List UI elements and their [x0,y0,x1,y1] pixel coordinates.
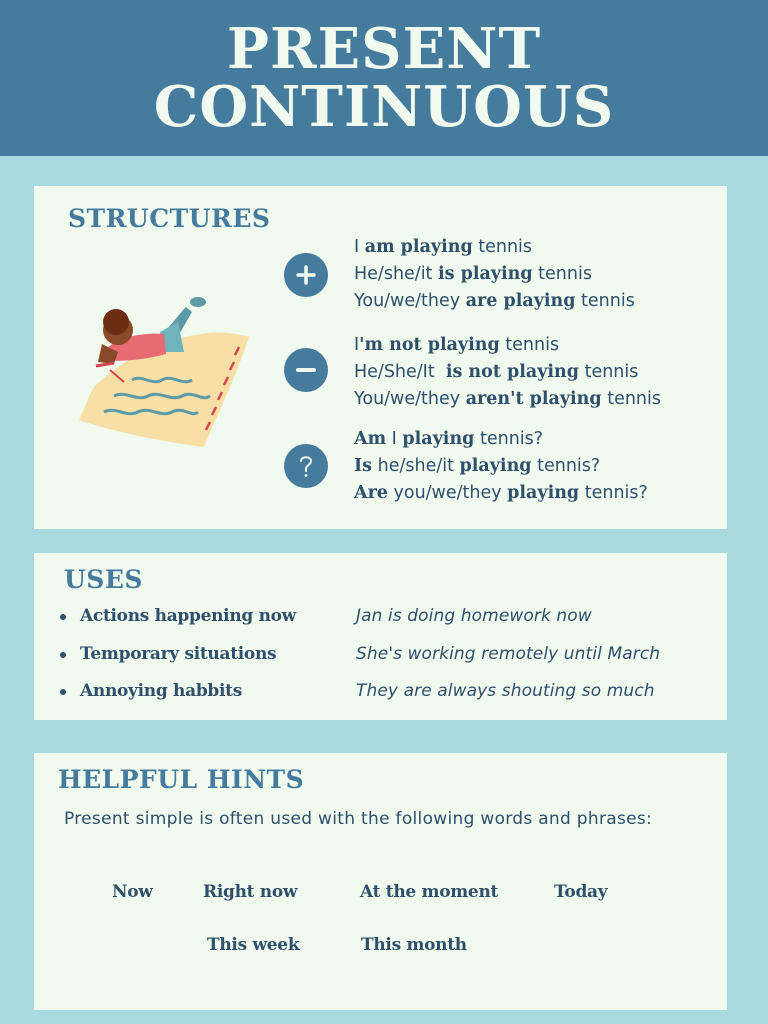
bullet [60,614,66,620]
hint-word: This month [361,935,467,955]
minus-icon [284,348,328,392]
plus-icon [284,253,328,297]
hint-word: This week [207,935,300,955]
bullet [60,652,66,658]
use-example: She's working remotely until March [356,644,661,664]
hint-word: At the moment [360,882,499,902]
use-label: Actions happening now [80,606,297,626]
use-example: They are always shouting so much [356,681,655,701]
question-line: Is he/she/it playing tennis? [354,456,601,476]
hint-word: Now [112,882,153,902]
negative-group [354,332,661,413]
use-example: Jan is doing homework now [356,606,592,626]
use-item [60,681,720,705]
hint-word: Today [554,882,608,902]
hints-description: Present simple is often used with the following words and phrases: [64,809,653,829]
bullet [60,689,66,695]
negative-line: You/we/they aren't playing tennis [354,389,661,409]
question-line: Are you/we/they playing tennis? [354,483,648,503]
use-item [60,644,720,668]
affirmative-line: You/we/they are playing tennis [354,291,635,311]
structures-title: STRUCTURES [68,204,271,233]
question-line: Am I playing tennis? [354,429,544,449]
use-label: Annoying habbits [80,681,242,701]
affirmative-group [354,234,635,315]
hint-word: Right now [203,882,298,902]
affirmative-line: I am playing tennis [354,237,533,257]
uses-card [34,553,727,720]
negative-line: He/She/It is not playing tennis [354,362,639,382]
child-writing-illustration [74,292,254,452]
negative-line: I'm not playing tennis [354,335,560,355]
use-label: Temporary situations [80,644,277,664]
hints-card [34,753,727,1010]
uses-title: USES [64,565,143,594]
hints-title: HELPFUL HINTS [58,765,305,794]
question-group [354,426,648,507]
structures-card [34,186,727,529]
affirmative-line: He/she/it is playing tennis [354,264,592,284]
question-icon [284,444,328,488]
page-title-line-2: CONTINUOUS [153,74,615,140]
page-title-line-1: PRESENT [226,16,542,82]
page-header [0,0,768,156]
use-item [60,606,720,630]
